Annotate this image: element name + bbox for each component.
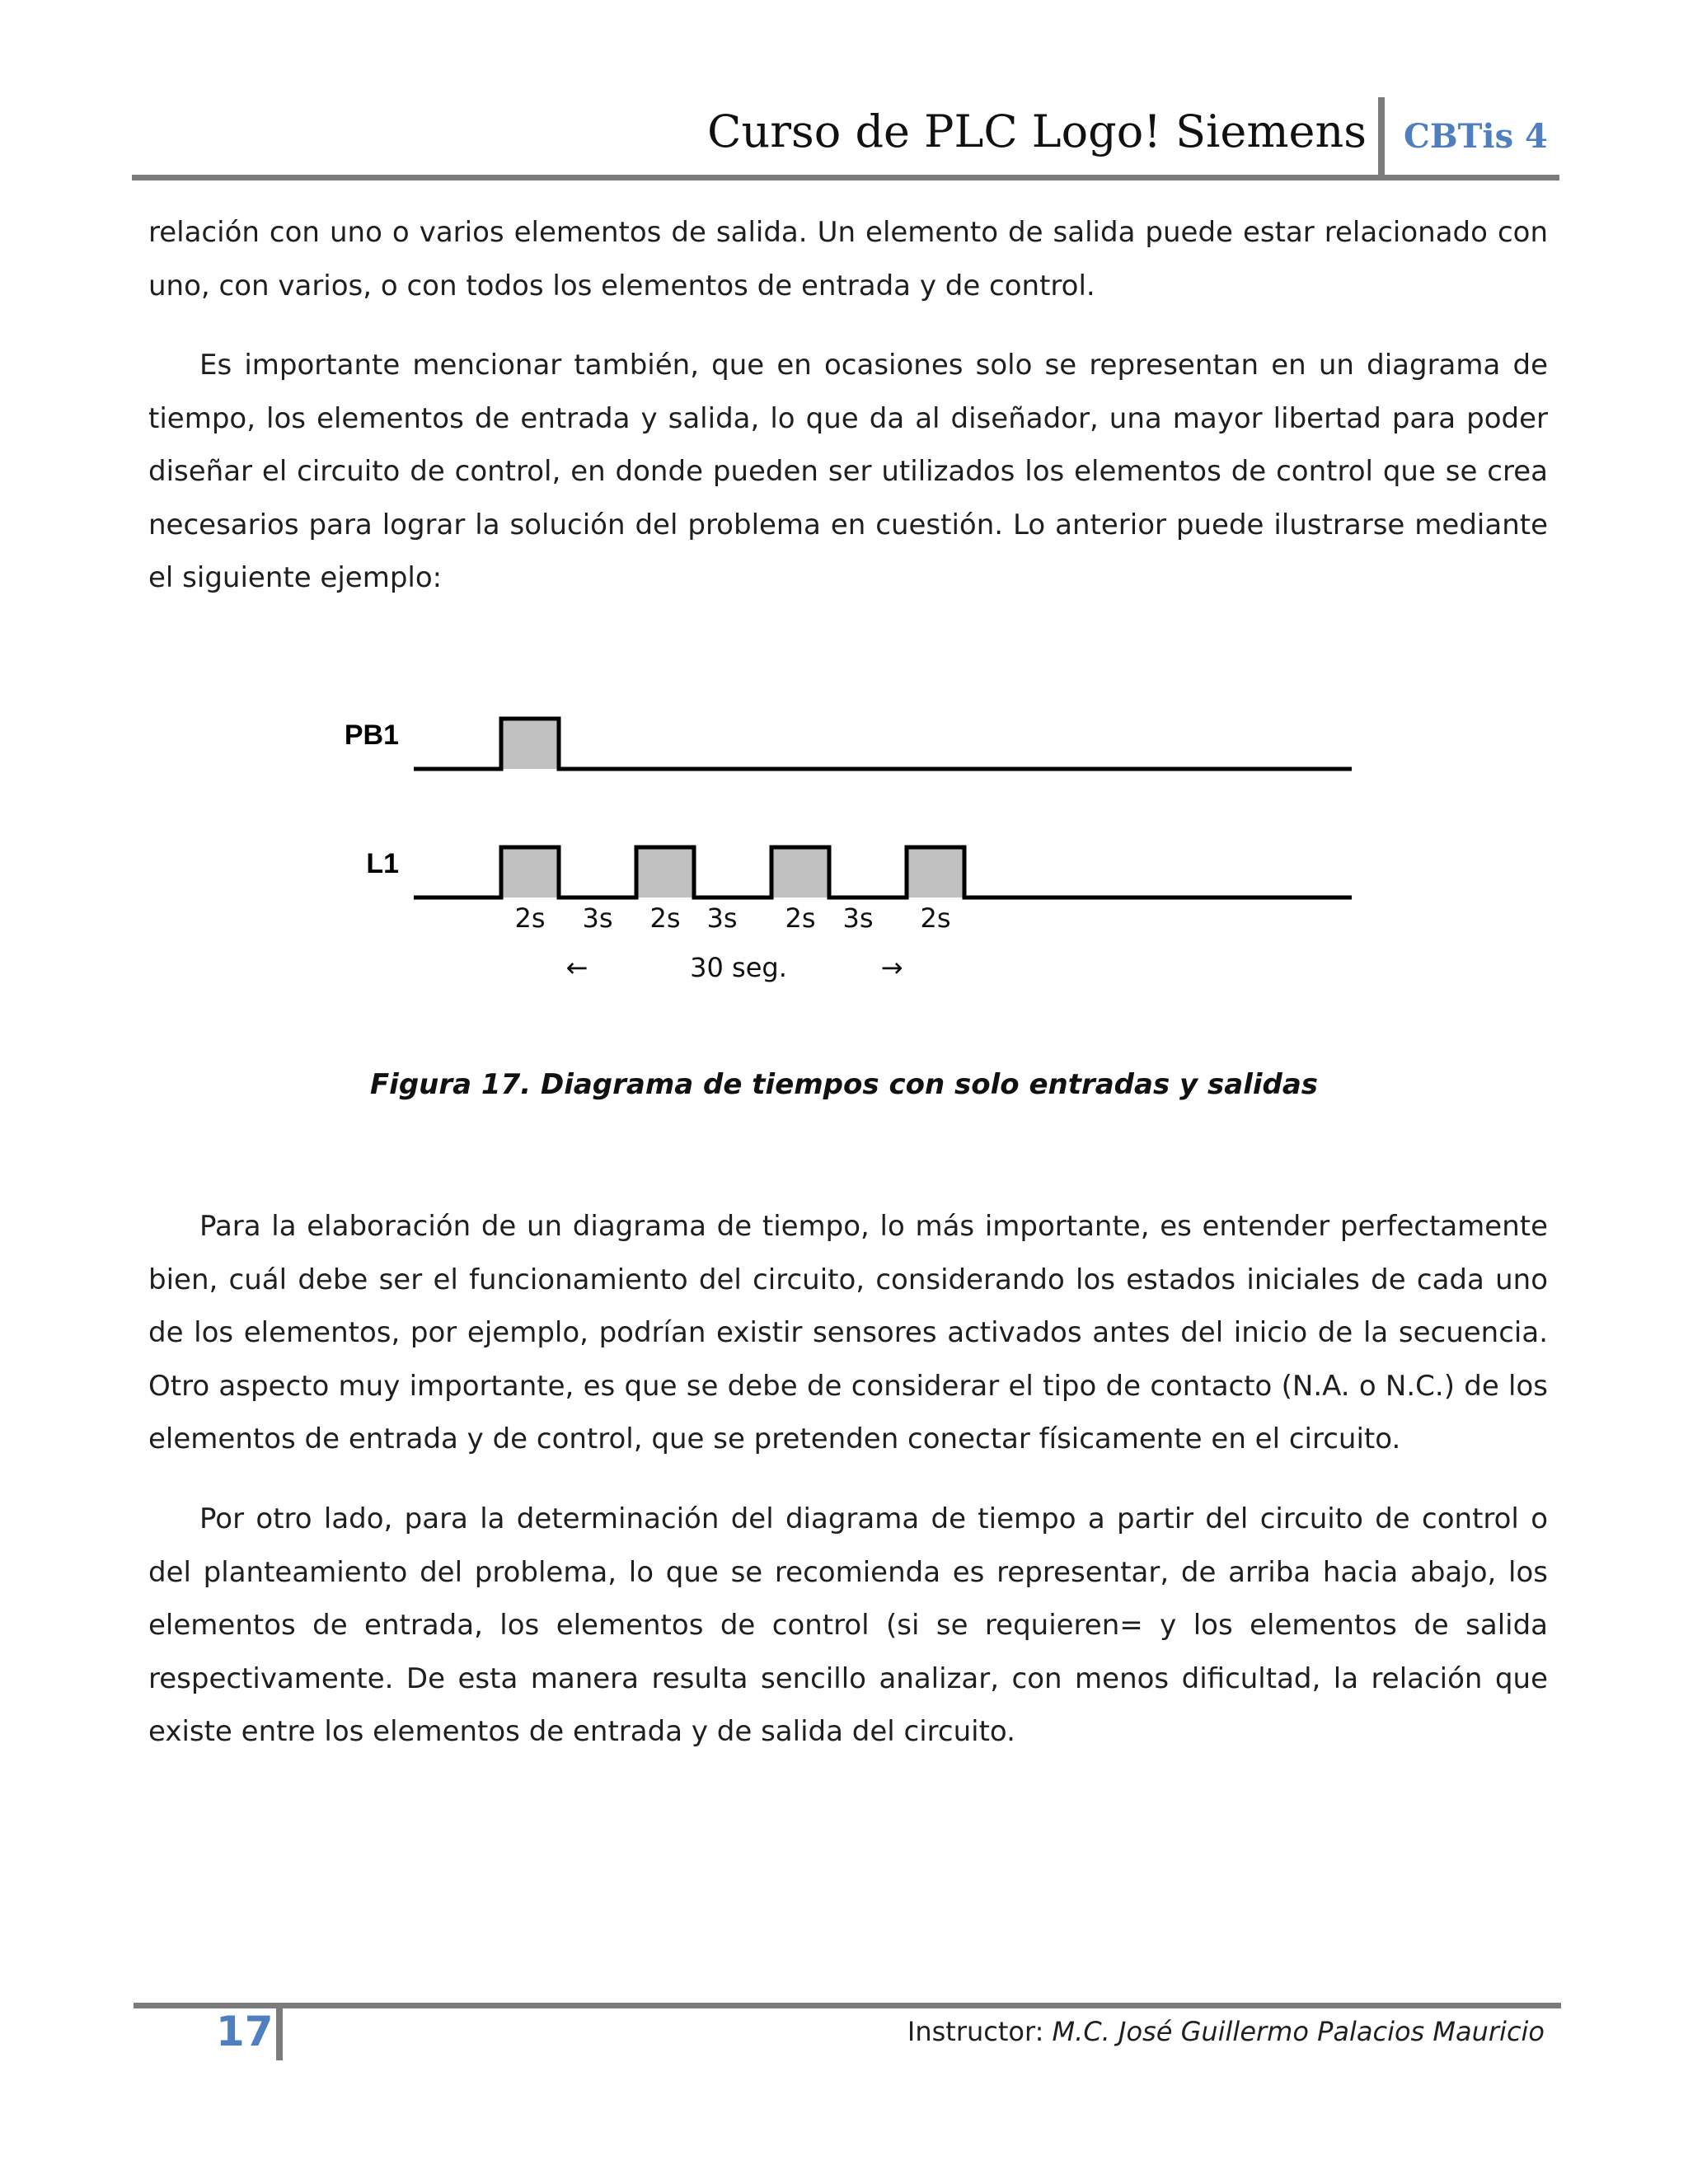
pb1-pulse-fill [501, 719, 559, 769]
page-number: 17 [216, 2008, 274, 2055]
header-title: Curso de PLC Logo! Siemens [707, 105, 1367, 157]
interval-label: 2s [785, 902, 816, 934]
l1-pulse-4-fill [907, 847, 964, 898]
timing-diagram [0, 0, 1688, 1055]
interval-label: 2s [514, 902, 546, 934]
footer-rule [134, 2003, 1561, 2008]
interval-label: 2s [649, 902, 681, 934]
figure-caption: Figura 17. Diagrama de tiempos con solo entradas y salidas [369, 1068, 1319, 1101]
footer-divider [276, 2004, 283, 2060]
paragraph-determination: Por otro lado, para la determinación del diagrama de tiempo a partir del circuito de control o del planteamiento del problema, lo que se recomienda es representar, de arriba hacia abajo, los elementos de entrada, los elementos de control (si se requieren= y los elementos de salida respectivamente. De esta manera resulta sencillo analizar, con menos dificultad, la relación que existe entre los elementos de entrada y de salida del circuito. [148, 1502, 1548, 1748]
l1-pulse-2-fill [636, 847, 694, 898]
signal-label-pb1: PB1 [344, 719, 399, 751]
interval-label: 3s [582, 902, 613, 934]
span-right-arrow: → [880, 952, 903, 983]
l1-pulse-3-fill [771, 847, 829, 898]
l1-pulse-1-fill [501, 847, 559, 898]
header-school: CBTis 4 [1404, 117, 1548, 156]
instructor-name: M.C. José Guillermo Palacios Mauricio [1052, 2016, 1545, 2047]
interval-label: 2s [920, 902, 951, 934]
span-label: 30 seg. [690, 952, 787, 983]
paragraph-continuation: relación con uno o varios elementos de salida. Un elemento de salida puede estar relacionado con uno, con varios, o con todos los elementos de entrada y de control. [148, 216, 1548, 302]
interval-label: 3s [842, 902, 874, 934]
signal-label-l1: L1 [366, 848, 399, 879]
paragraph-elaboration: Para la elaboración de un diagrama de tiempo, lo más importante, es entender perfectamente bien, cuál debe ser el funcionamiento del circuito, considerando los estados iniciales de cada uno de los elementos, por ejemplo, podrían existir sensores activados antes del inicio de la secuencia. Otro aspecto muy importante, es que se debe de considerar el tipo de contacto (N.A. o N.C.) de los elementos de entrada y de control, que se pretenden conectar físicamente en el circuito. [148, 1210, 1548, 1455]
span-left-arrow: ← [565, 952, 588, 983]
instructor-label: Instructor: [907, 2016, 1053, 2047]
interval-label: 3s [706, 902, 738, 934]
paragraph-intro-example: Es importante mencionar también, que en ocasiones solo se representan en un diagrama de tiempo, los elementos de entrada y salida, lo que da al diseñador, una mayor libertad para poder diseñar el circuito de control, en donde pueden ser utilizados los elementos de control que se crea necesarios para lograr la solución del problema en cuestión. Lo anterior puede ilustrarse mediante el siguiente ejemplo: [148, 349, 1548, 594]
instructor-credit [907, 2016, 1545, 2047]
